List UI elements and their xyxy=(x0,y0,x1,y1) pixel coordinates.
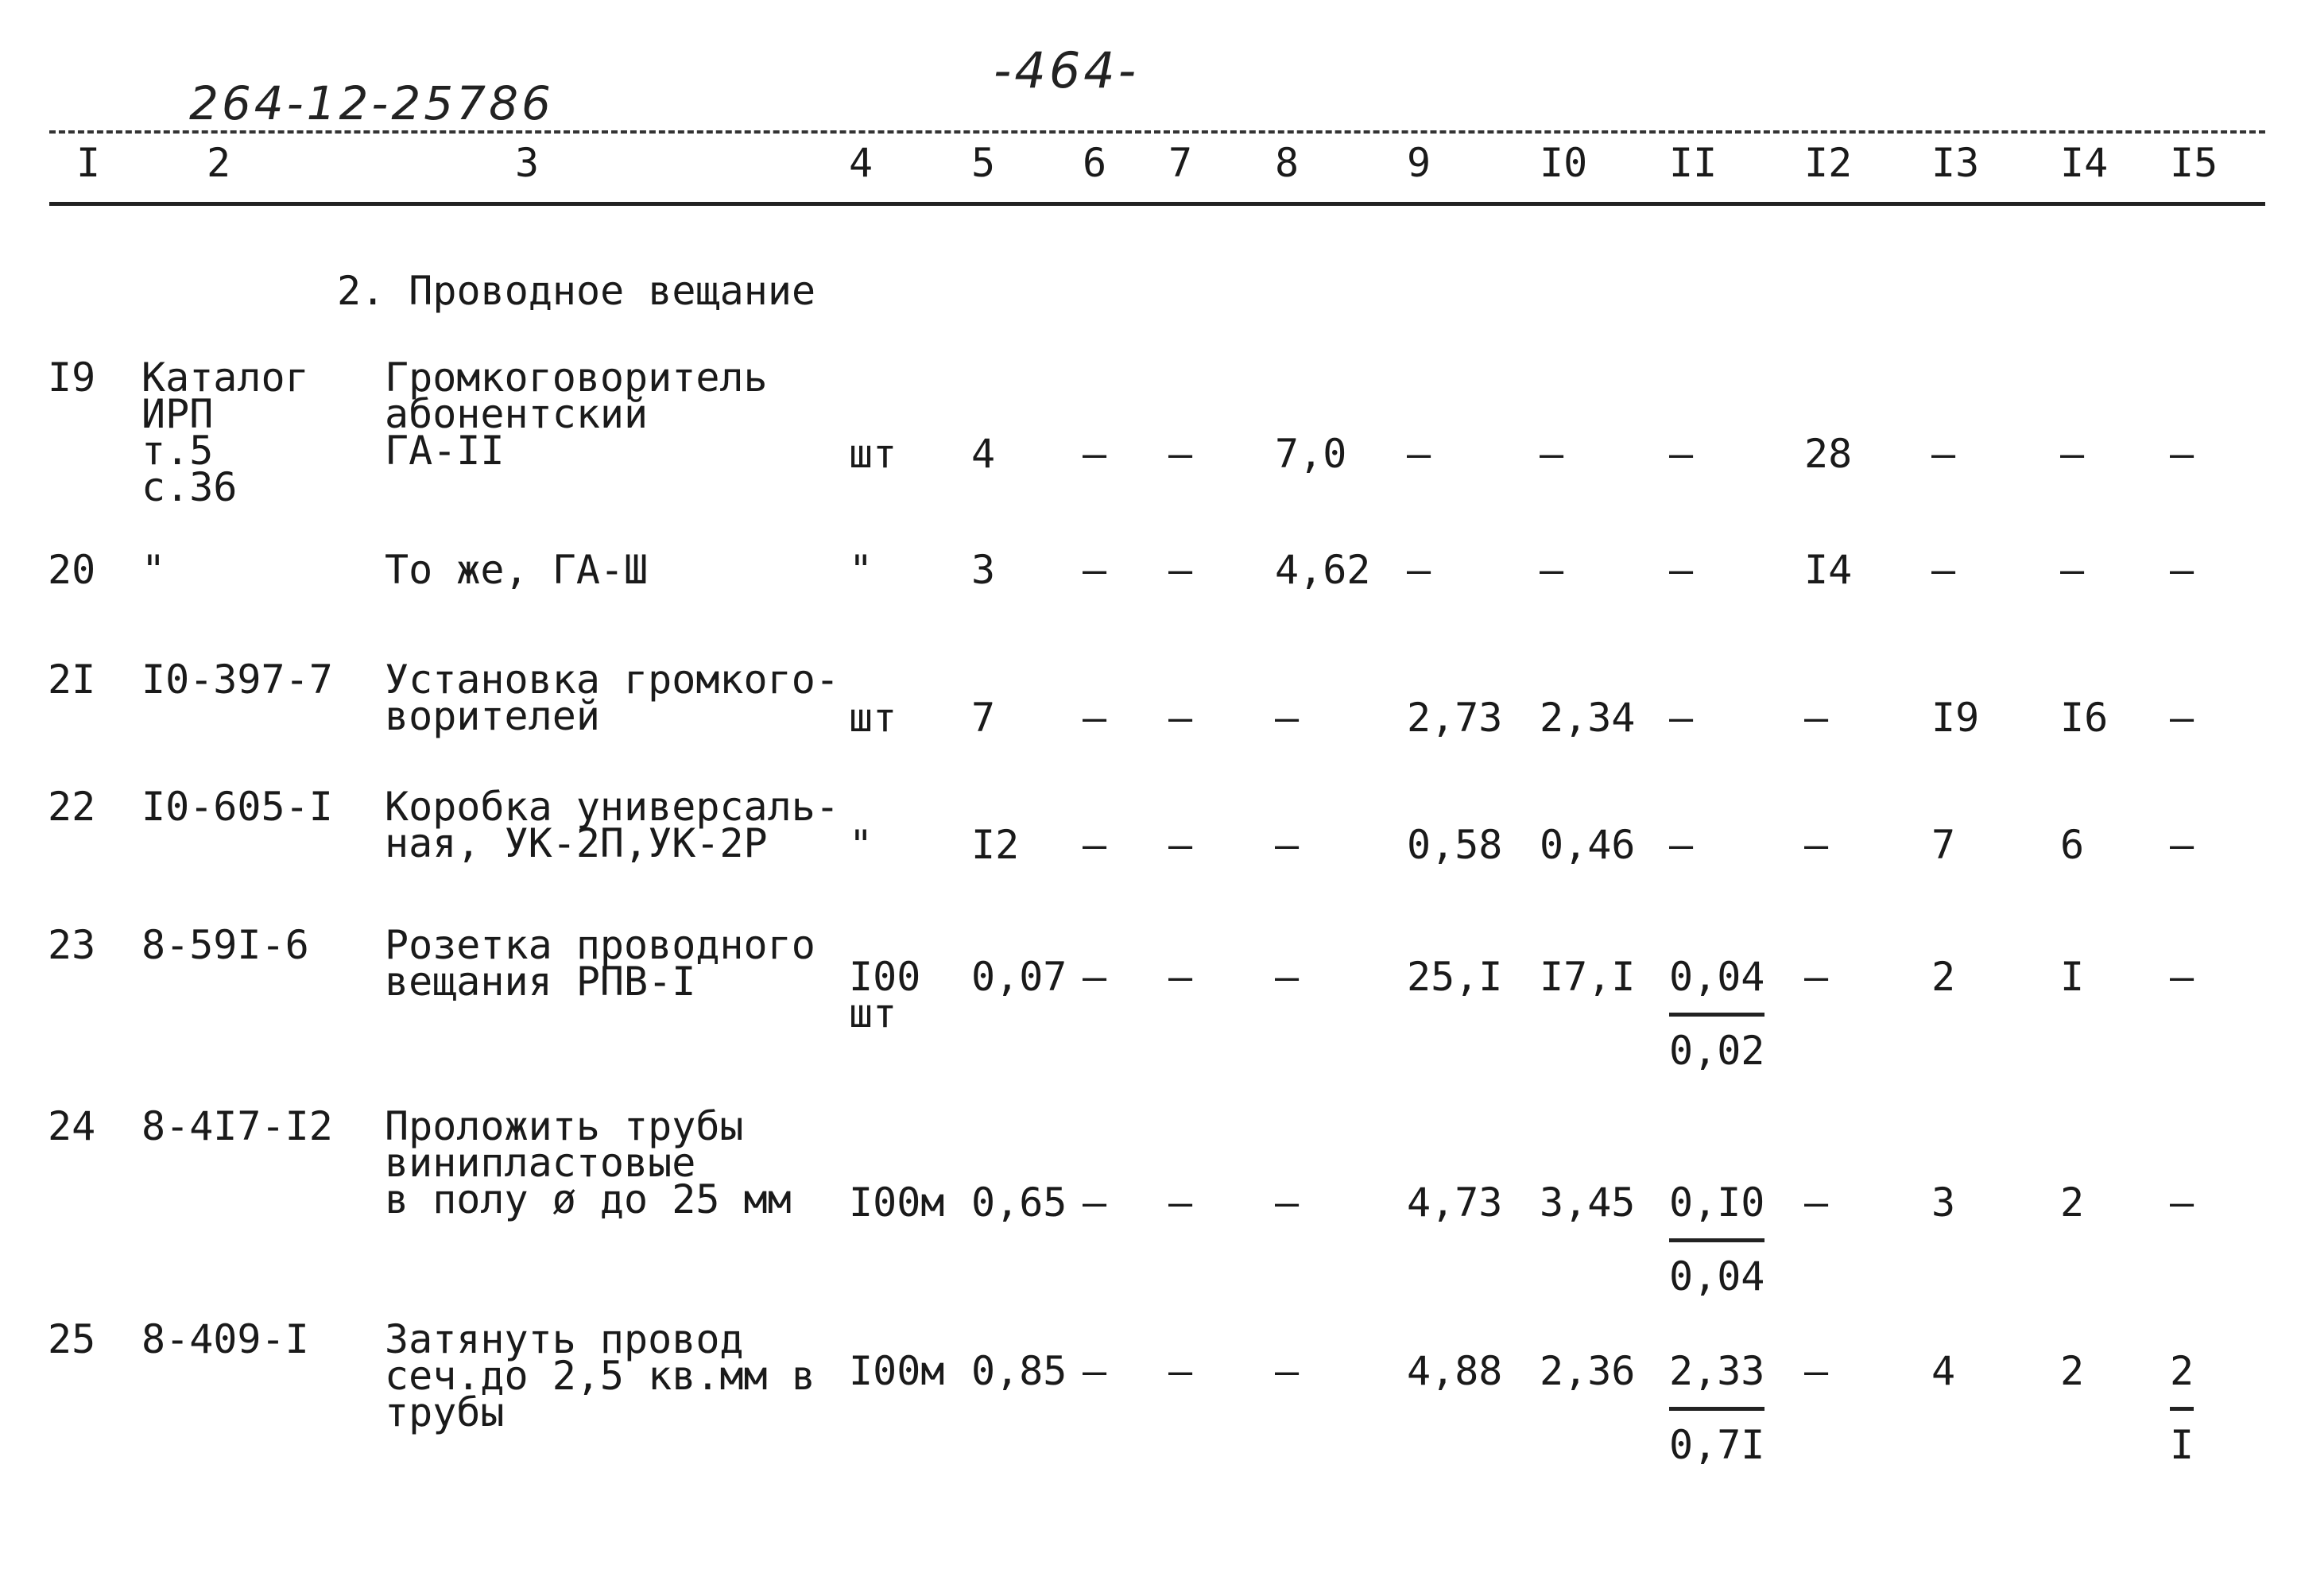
row-number: 2I xyxy=(48,657,96,703)
unit-line: " xyxy=(849,822,874,868)
work-description-line: ГА-II xyxy=(385,428,505,474)
col-14-value: – xyxy=(2060,431,2085,477)
work-description-line: Коробка универсаль- xyxy=(385,784,839,830)
col-11-value xyxy=(1669,547,1694,593)
rate-code xyxy=(141,1316,309,1362)
col-7-value: – xyxy=(1168,954,1193,1000)
col-12-value: I4 xyxy=(1804,547,1853,593)
work-description-line: вещания РПВ-I xyxy=(385,959,696,1005)
col-11-denominator: 0,7I xyxy=(1669,1407,1764,1463)
column-header-3: 3 xyxy=(515,140,540,186)
col-11-numerator: – xyxy=(1669,431,1694,477)
col-13-value: 2 xyxy=(1931,954,1956,1000)
col-6-value: – xyxy=(1083,1348,1107,1394)
document-code: 264-12-25786 xyxy=(189,76,554,130)
col-9-value: 4,73 xyxy=(1407,1180,1503,1226)
column-header-4: 4 xyxy=(849,140,874,186)
row-number: 20 xyxy=(48,547,96,593)
col-11-fraction xyxy=(1669,1348,1765,1468)
work-description-line: в полу ø до 25 мм xyxy=(385,1176,792,1222)
quantity: 4 xyxy=(971,431,996,477)
header-bottom-rule xyxy=(49,202,2265,206)
work-description-line: сеч.до 2,5 кв.мм в xyxy=(385,1353,815,1399)
work-description-line: Громкоговоритель xyxy=(385,354,768,401)
column-header-14: I4 xyxy=(2060,140,2109,186)
work-description-line: трубы xyxy=(385,1389,505,1435)
col-11-numerator: 2,33 xyxy=(1669,1348,1765,1394)
unit xyxy=(849,1348,945,1394)
col-12-value: 28 xyxy=(1804,431,1853,477)
unit-line: шт xyxy=(849,695,897,741)
col-11-fraction xyxy=(1669,547,1694,593)
col-6-value: – xyxy=(1083,695,1107,741)
row-number: 23 xyxy=(48,922,96,968)
col-7-value: – xyxy=(1168,1180,1193,1226)
row-number: 22 xyxy=(48,784,96,830)
unit-line: I00м xyxy=(849,1180,945,1226)
col-11-fraction xyxy=(1669,1180,1765,1300)
header-top-rule xyxy=(49,130,2265,134)
rate-code-line: Каталог xyxy=(141,354,309,401)
page-number: -464- xyxy=(994,41,1140,99)
unit-line: I00 xyxy=(849,954,921,1000)
column-header-1: I xyxy=(76,140,101,186)
col-8-value: – xyxy=(1275,954,1300,1000)
work-description xyxy=(385,657,839,739)
column-header-12: I2 xyxy=(1804,140,1853,186)
unit-line: шт xyxy=(849,431,897,477)
col-8-value: – xyxy=(1275,822,1300,868)
column-header-11: II xyxy=(1669,140,1718,186)
col-15-numerator: – xyxy=(2170,954,2194,1000)
col-11-numerator: – xyxy=(1669,695,1694,741)
col-13-value: 7 xyxy=(1931,822,1956,868)
column-header-10: I0 xyxy=(1540,140,1588,186)
col-14-value: I xyxy=(2060,954,2085,1000)
col-15-numerator: – xyxy=(2170,695,2194,741)
col-14-value: 2 xyxy=(2060,1348,2085,1394)
unit xyxy=(849,954,921,1036)
col-10-value: 2,34 xyxy=(1540,695,1636,741)
rate-code-line: " xyxy=(141,547,166,593)
col-7-value: – xyxy=(1168,431,1193,477)
col-11-numerator: 0,04 xyxy=(1669,954,1765,1000)
col-15-numerator: – xyxy=(2170,431,2194,477)
col-13-value: 3 xyxy=(1931,1180,1956,1226)
col-15-value xyxy=(2170,822,2194,868)
unit xyxy=(849,547,874,593)
col-6-value: – xyxy=(1083,1180,1107,1226)
col-11-value xyxy=(1669,695,1694,741)
col-9-value: – xyxy=(1407,547,1431,593)
rate-code-line: I0-605-I xyxy=(141,784,333,830)
col-11-denominator: 0,04 xyxy=(1669,1238,1764,1295)
column-header-2: 2 xyxy=(207,140,231,186)
rate-code xyxy=(141,354,309,510)
work-description xyxy=(385,354,768,474)
col-6-value: – xyxy=(1083,547,1107,593)
rate-code-line: 8-4I7-I2 xyxy=(141,1103,333,1149)
col-15-fraction xyxy=(2170,431,2194,477)
col-6-value: – xyxy=(1083,431,1107,477)
col-15-fraction xyxy=(2170,954,2194,1000)
col-9-value: – xyxy=(1407,431,1431,477)
col-11-fraction xyxy=(1669,695,1694,741)
col-10-value: – xyxy=(1540,431,1564,477)
work-description xyxy=(385,1103,792,1222)
row-number: I9 xyxy=(48,354,96,401)
quantity: 0,07 xyxy=(971,954,1067,1000)
col-10-value: 3,45 xyxy=(1540,1180,1636,1226)
unit xyxy=(849,1180,945,1226)
col-15-value xyxy=(2170,431,2194,477)
col-15-fraction xyxy=(2170,1348,2194,1468)
col-9-value: 25,I xyxy=(1407,954,1503,1000)
work-description-line: Затянуть провод xyxy=(385,1316,744,1362)
quantity: I2 xyxy=(971,822,1020,868)
column-header-7: 7 xyxy=(1168,140,1193,186)
col-14-value: – xyxy=(2060,547,2085,593)
col-7-value: – xyxy=(1168,1348,1193,1394)
rate-code-line: 8-59I-6 xyxy=(141,922,309,968)
col-11-value xyxy=(1669,822,1694,868)
col-13-value: 4 xyxy=(1931,1348,1956,1394)
col-11-fraction xyxy=(1669,822,1694,868)
work-description-line: Установка громкого- xyxy=(385,657,839,703)
col-15-numerator: – xyxy=(2170,822,2194,868)
col-14-value: 6 xyxy=(2060,822,2085,868)
column-header-5: 5 xyxy=(971,140,996,186)
col-12-value: – xyxy=(1804,822,1829,868)
col-7-value: – xyxy=(1168,547,1193,593)
quantity: 3 xyxy=(971,547,996,593)
quantity: 0,65 xyxy=(971,1180,1067,1226)
col-13-value: – xyxy=(1931,547,1956,593)
col-12-value: – xyxy=(1804,1180,1829,1226)
col-13-value: – xyxy=(1931,431,1956,477)
work-description xyxy=(385,922,815,1005)
work-description-line: Проложить трубы xyxy=(385,1103,744,1149)
work-description-line: ная, УК-2П,УК-2Р xyxy=(385,820,768,866)
rate-code xyxy=(141,547,166,593)
col-14-value: I6 xyxy=(2060,695,2109,741)
rate-code xyxy=(141,657,333,703)
col-15-numerator: – xyxy=(2170,1180,2194,1226)
col-8-value: – xyxy=(1275,1180,1300,1226)
col-15-value xyxy=(2170,695,2194,741)
rate-code-line: ИРП xyxy=(141,391,214,437)
work-description-line: Розетка проводного xyxy=(385,922,815,968)
unit-line: шт xyxy=(849,990,897,1036)
quantity: 7 xyxy=(971,695,996,741)
rate-code xyxy=(141,1103,333,1149)
col-11-value xyxy=(1669,1180,1765,1300)
col-10-value: 0,46 xyxy=(1540,822,1636,868)
rate-code-line: I0-397-7 xyxy=(141,657,333,703)
col-15-fraction xyxy=(2170,822,2194,868)
col-9-value: 4,88 xyxy=(1407,1348,1503,1394)
col-11-numerator: – xyxy=(1669,547,1694,593)
col-10-value: I7,I xyxy=(1540,954,1636,1000)
col-11-denominator: 0,02 xyxy=(1669,1013,1764,1069)
col-7-value: – xyxy=(1168,822,1193,868)
column-header-6: 6 xyxy=(1083,140,1107,186)
rate-code-line: с.36 xyxy=(141,464,238,510)
col-8-value: 4,62 xyxy=(1275,547,1371,593)
column-header-13: I3 xyxy=(1931,140,1980,186)
col-12-value: – xyxy=(1804,1348,1829,1394)
col-9-value: 2,73 xyxy=(1407,695,1503,741)
work-description-line: винипластовые xyxy=(385,1140,696,1186)
col-14-value: 2 xyxy=(2060,1180,2085,1226)
row-number: 25 xyxy=(48,1316,96,1362)
unit xyxy=(849,822,874,868)
rate-code-line: т.5 xyxy=(141,428,214,474)
unit xyxy=(849,431,897,477)
col-13-value: I9 xyxy=(1931,695,1980,741)
quantity: 0,85 xyxy=(971,1348,1067,1394)
col-6-value: – xyxy=(1083,954,1107,1000)
col-11-value xyxy=(1669,431,1694,477)
col-15-value xyxy=(2170,954,2194,1000)
col-7-value: – xyxy=(1168,695,1193,741)
col-15-denominator: I xyxy=(2170,1407,2194,1463)
work-description-line: абонентский xyxy=(385,391,649,437)
rate-code xyxy=(141,922,309,968)
col-15-value xyxy=(2170,1348,2194,1468)
col-11-fraction xyxy=(1669,954,1765,1074)
col-15-value xyxy=(2170,1180,2194,1226)
col-8-value: – xyxy=(1275,1348,1300,1394)
section-title: 2. Проводное вещание xyxy=(337,268,816,314)
col-15-fraction xyxy=(2170,695,2194,741)
col-11-value xyxy=(1669,1348,1765,1468)
column-header-15: I5 xyxy=(2170,140,2218,186)
work-description xyxy=(385,547,649,593)
column-header-8: 8 xyxy=(1275,140,1300,186)
col-8-value: – xyxy=(1275,695,1300,741)
col-11-value xyxy=(1669,954,1765,1074)
col-6-value: – xyxy=(1083,822,1107,868)
rate-code-line: 8-409-I xyxy=(141,1316,309,1362)
row-number: 24 xyxy=(48,1103,96,1149)
col-15-fraction xyxy=(2170,547,2194,593)
col-10-value: 2,36 xyxy=(1540,1348,1636,1394)
col-11-fraction xyxy=(1669,431,1694,477)
work-description-line: То же, ГА-Ш xyxy=(385,547,649,593)
col-10-value: – xyxy=(1540,547,1564,593)
work-description-line: ворителей xyxy=(385,693,600,739)
col-12-value: – xyxy=(1804,695,1829,741)
unit xyxy=(849,695,897,741)
col-11-numerator: – xyxy=(1669,822,1694,868)
col-8-value: 7,0 xyxy=(1275,431,1347,477)
unit-line: " xyxy=(849,547,874,593)
col-9-value: 0,58 xyxy=(1407,822,1503,868)
column-header-9: 9 xyxy=(1407,140,1431,186)
col-15-fraction xyxy=(2170,1180,2194,1226)
col-12-value: – xyxy=(1804,954,1829,1000)
col-11-numerator: 0,I0 xyxy=(1669,1180,1765,1226)
rate-code xyxy=(141,784,333,830)
work-description xyxy=(385,784,839,866)
work-description xyxy=(385,1316,815,1435)
unit-line: I00м xyxy=(849,1348,945,1394)
col-15-numerator: 2 xyxy=(2170,1348,2194,1394)
col-15-numerator: – xyxy=(2170,547,2194,593)
col-15-value xyxy=(2170,547,2194,593)
